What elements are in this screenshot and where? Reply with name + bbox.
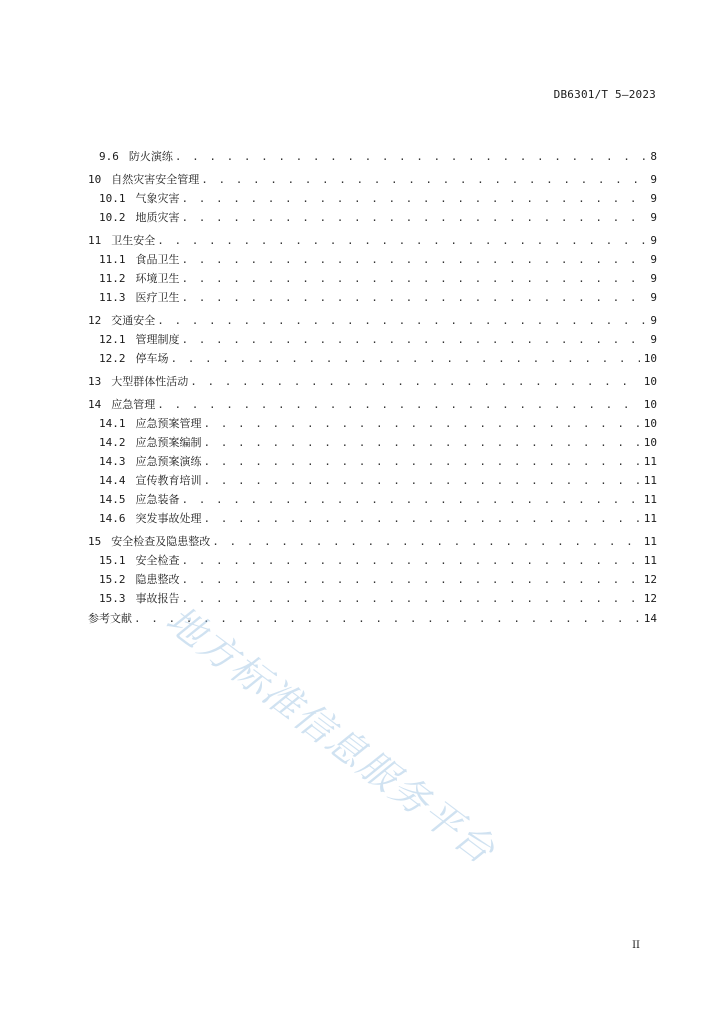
toc-leader-dots xyxy=(182,291,647,305)
toc-entry-title: 防火演练 xyxy=(128,150,173,163)
toc-entry-page: 12 xyxy=(643,573,657,586)
toc-leader-dots xyxy=(157,398,640,412)
toc-entry-number: 14.1 xyxy=(99,417,126,430)
toc-entry[interactable] xyxy=(99,592,657,606)
toc-entry-title: 应急管理 xyxy=(111,398,156,411)
toc-leader-dots xyxy=(157,314,646,328)
toc-entry-title: 卫生安全 xyxy=(111,234,156,247)
toc-entry[interactable] xyxy=(99,417,657,431)
toc-entry[interactable] xyxy=(99,512,657,526)
toc-entry-number: 14.3 xyxy=(99,455,126,468)
toc-entry-number: 14.4 xyxy=(99,474,126,487)
toc-entry[interactable] xyxy=(88,314,657,328)
toc-entry[interactable] xyxy=(99,554,657,568)
toc-entry-number: 15.2 xyxy=(99,573,126,586)
toc-entry-number: 15.1 xyxy=(99,554,126,567)
toc-entry-page: 9 xyxy=(650,234,657,247)
toc-entry-number: 10.1 xyxy=(99,192,126,205)
toc-entry[interactable] xyxy=(88,173,657,187)
toc-entry-number: 13 xyxy=(88,375,102,388)
toc-entry[interactable] xyxy=(99,291,657,305)
toc-entry-title: 应急装备 xyxy=(135,493,180,506)
page-number: II xyxy=(632,940,640,951)
toc-leader-dots xyxy=(157,234,646,248)
toc-leader-dots xyxy=(190,375,640,389)
toc-leader-dots xyxy=(182,253,647,267)
standard-code: DB6301/T 5—2023 xyxy=(553,88,656,101)
toc-leader-dots xyxy=(182,493,640,507)
toc-entry-title: 停车场 xyxy=(135,352,169,365)
toc-entry-title: 安全检查 xyxy=(135,554,180,567)
toc-entry-title: 事故报告 xyxy=(135,592,180,605)
toc-entry-page: 11 xyxy=(643,455,657,468)
toc-entry-title: 突发事故处理 xyxy=(135,512,202,525)
toc-leader-dots xyxy=(182,573,640,587)
toc-leader-dots xyxy=(201,173,646,187)
toc-entry-number: 14 xyxy=(88,398,102,411)
toc-leader-dots xyxy=(134,612,640,626)
toc-entry-number: 15 xyxy=(88,535,102,548)
toc-entry-number: 15.3 xyxy=(99,592,126,605)
toc-entry-page: 9 xyxy=(650,333,657,346)
toc-leader-dots xyxy=(182,554,640,568)
toc-entry-number: 11 xyxy=(88,234,102,247)
toc-entry-page: 12 xyxy=(643,592,657,605)
toc-entry[interactable] xyxy=(99,474,657,488)
toc-entry-page: 9 xyxy=(650,291,657,304)
toc-entry-number: 14.2 xyxy=(99,436,126,449)
toc-leader-dots xyxy=(171,352,640,366)
toc-entry-number: 11.2 xyxy=(99,272,126,285)
toc-entry-page: 11 xyxy=(643,554,657,567)
toc-entry[interactable] xyxy=(88,398,657,412)
toc-entry-number: 10.2 xyxy=(99,211,126,224)
toc-entry-page: 11 xyxy=(643,512,657,525)
toc-entry-title: 参考文献 xyxy=(88,612,132,625)
toc-entry-page: 11 xyxy=(643,535,657,548)
toc-entry[interactable] xyxy=(99,333,657,347)
toc-entry[interactable] xyxy=(99,493,657,507)
toc-leader-dots xyxy=(182,192,647,206)
toc-entry-number: 14.6 xyxy=(99,512,126,525)
toc-entry[interactable] xyxy=(99,272,657,286)
toc-entry-page: 10 xyxy=(643,352,657,365)
toc-entry-title: 自然灾害安全管理 xyxy=(111,173,200,186)
toc-entry-page: 9 xyxy=(650,173,657,186)
toc-entry-title: 气象灾害 xyxy=(135,192,180,205)
toc-leader-dots xyxy=(204,455,640,469)
toc-entry[interactable] xyxy=(88,234,657,248)
toc-leader-dots xyxy=(204,512,640,526)
toc-entry-page: 8 xyxy=(650,150,657,163)
toc-entry-title: 管理制度 xyxy=(135,333,180,346)
toc-entry-title: 应急预案演练 xyxy=(135,455,202,468)
toc-entry-page: 9 xyxy=(650,272,657,285)
toc-entry-page: 11 xyxy=(643,493,657,506)
toc-entry[interactable] xyxy=(99,192,657,206)
toc-entry[interactable] xyxy=(88,375,657,389)
toc-entry-number: 12.2 xyxy=(99,352,126,365)
toc-entry-page: 9 xyxy=(650,211,657,224)
toc-entry-title: 医疗卫生 xyxy=(135,291,180,304)
toc-leader-dots xyxy=(204,436,640,450)
toc-entry[interactable] xyxy=(88,535,657,549)
toc-leader-dots xyxy=(182,211,647,225)
toc-entry[interactable] xyxy=(99,573,657,587)
toc-entry-title: 环境卫生 xyxy=(135,272,180,285)
toc-entry-title: 食品卫生 xyxy=(135,253,180,266)
toc-entry-title: 应急预案管理 xyxy=(135,417,202,430)
toc-entry-page: 10 xyxy=(643,375,657,388)
toc-entry-title: 隐患整改 xyxy=(135,573,180,586)
toc-entry[interactable] xyxy=(99,436,657,450)
toc-entry-title: 地质灾害 xyxy=(135,211,180,224)
toc-entry-page: 9 xyxy=(650,192,657,205)
toc-entry[interactable] xyxy=(99,150,657,164)
toc-entry-page: 9 xyxy=(650,314,657,327)
toc-entry-page: 9 xyxy=(650,253,657,266)
toc-leader-dots xyxy=(204,474,640,488)
toc-entry[interactable] xyxy=(99,352,657,366)
toc-entry-page: 10 xyxy=(643,417,657,430)
toc-leader-dots xyxy=(175,150,647,164)
toc-entry-number: 11.1 xyxy=(99,253,126,266)
toc-entry-title: 安全检查及隐患整改 xyxy=(111,535,211,548)
toc-entry-number: 9.6 xyxy=(99,150,119,163)
toc-entry-page: 10 xyxy=(643,436,657,449)
toc-entry[interactable] xyxy=(99,253,657,267)
toc-entry-number: 12.1 xyxy=(99,333,126,346)
toc-entry-number: 11.3 xyxy=(99,291,126,304)
toc-entry-page: 11 xyxy=(643,474,657,487)
toc-leader-dots xyxy=(182,592,640,606)
toc-leader-dots xyxy=(212,535,640,549)
toc-leader-dots xyxy=(182,272,647,286)
toc-entry-title: 交通安全 xyxy=(111,314,156,327)
toc-entry-page: 10 xyxy=(643,398,657,411)
toc-entry-title: 宣传教育培训 xyxy=(135,474,202,487)
toc-entry[interactable] xyxy=(88,612,657,626)
toc-entry-title: 应急预案编制 xyxy=(135,436,202,449)
toc-entry-page: 14 xyxy=(643,612,657,625)
toc-entry-number: 14.5 xyxy=(99,493,126,506)
toc-entry[interactable] xyxy=(99,455,657,469)
toc-entry-number: 12 xyxy=(88,314,102,327)
watermark: 地方标准信息服务平台 xyxy=(158,597,505,874)
toc-entry-title: 大型群体性活动 xyxy=(111,375,189,388)
toc-leader-dots xyxy=(204,417,640,431)
toc-entry-number: 10 xyxy=(88,173,102,186)
toc-leader-dots xyxy=(182,333,647,347)
toc-entry[interactable] xyxy=(99,211,657,225)
